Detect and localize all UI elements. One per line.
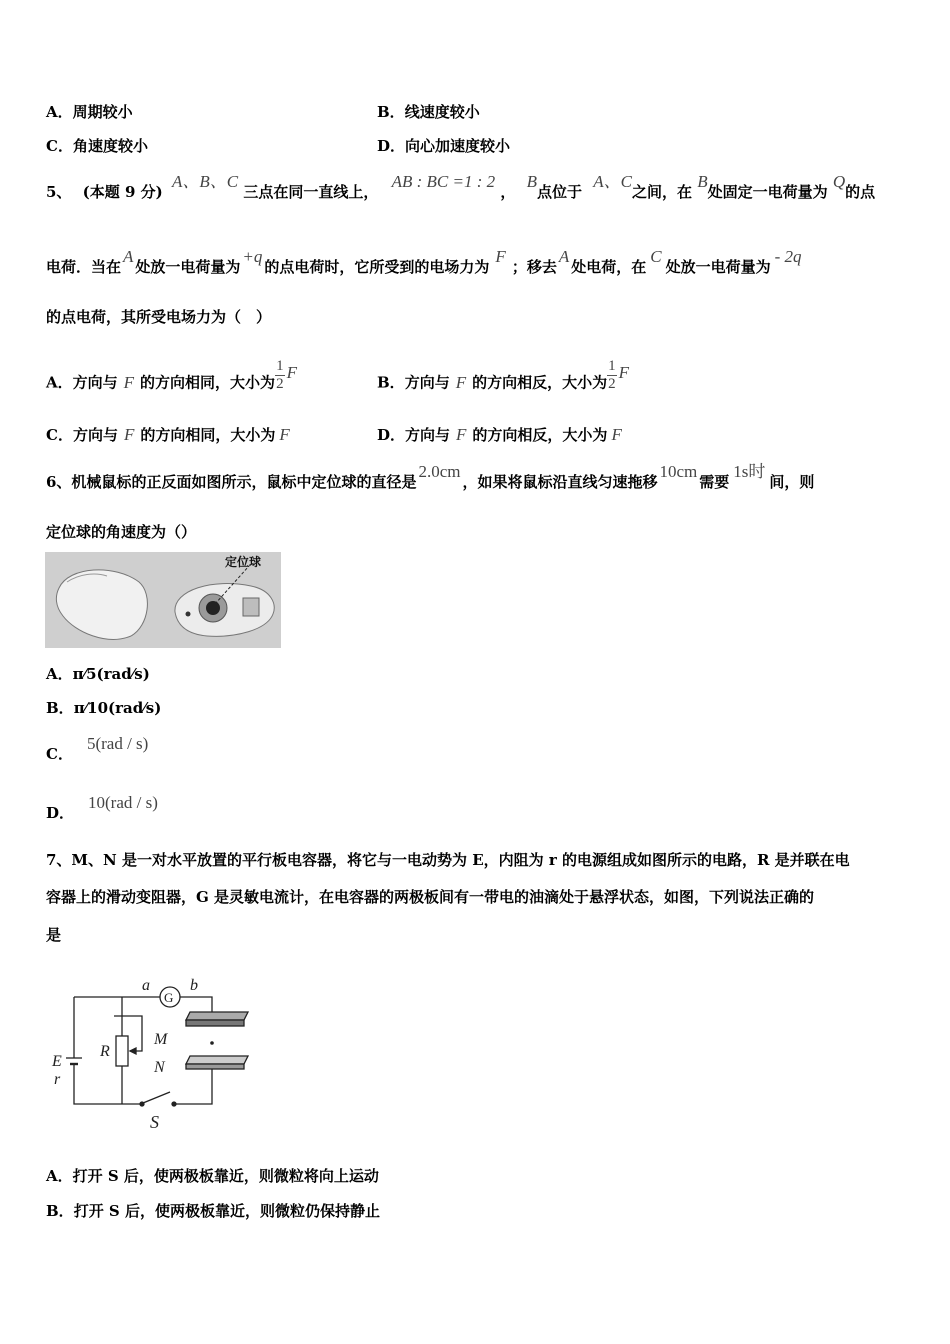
node-b-label: b (190, 977, 198, 994)
mouse-photo (45, 552, 281, 648)
q5-line-1: 5、 (本题 9 分) A、B、C 三点在同一直线上， AB : BC =1 : 2 ， B点位于 A、C之间，在 B处固定一电荷量为 Q的点 (46, 172, 876, 201)
q6-line-2: 定位球的角速度为（） (46, 523, 197, 541)
plate-n-label: N (154, 1059, 165, 1076)
resistor-r-label: R (100, 1043, 110, 1060)
q5-option-a: A．方向与 F 的方向相同，大小为 $\frac{1}{2}$ F (46, 358, 297, 392)
internal-r-label: r (54, 1071, 61, 1088)
q7-line-2: 容器上的滑动变阻器，G 是灵敏电流计，在电容器的两极板间有一带电的油滴处于悬浮状态，如图，下列说法正确的 (46, 888, 815, 906)
option-d-prev: D．向心加速度较小 (377, 137, 511, 155)
q7-line-3: 是 (46, 926, 62, 944)
q6-option-c: C．5(rad / s) (46, 734, 149, 763)
q6-line-1: 6、机械鼠标的正反面如图所示，鼠标中定位球的直径是2.0cm，如果将鼠标沿直线匀速拖移10cm需要1s时间，则 (46, 462, 815, 491)
q7-line-1: 7、M、N 是一对水平放置的平行板电容器，将它与一电动势为 E，内阻为 r 的电源组成如图所示的电路，R 是并联在电 (46, 851, 850, 869)
q5-option-c: C．方向与 F 的方向相同，大小为 F (46, 425, 290, 444)
fraction-half: $\frac{1}{2}$ (276, 358, 284, 392)
plate-m-label: M (154, 1031, 168, 1048)
option-c-prev: C．角速度较小 (46, 137, 148, 155)
fraction-half: $\frac{1}{2}$ (608, 358, 616, 392)
q6-option-b: B．π⁄10(rad⁄s) (46, 699, 162, 717)
node-a-label: a (142, 977, 150, 994)
q5-line-3: 的点电荷，其所受电场力为（ ） (46, 308, 272, 326)
q7-option-b: B．打开 S 后，使两极板靠近，则微粒仍保持静止 (46, 1202, 380, 1220)
option-b-prev: B．线速度较小 (377, 103, 480, 121)
q7-option-a: A．打开 S 后，使两极板靠近，则微粒将向上运动 (46, 1167, 379, 1185)
q5-line-2: 电荷．当在A处放一电荷量为+q的点电荷时，它所受到的电场力为F；移去A处电荷，在C处放一电荷量为- 2q (46, 247, 802, 276)
galvanometer-label: G (164, 990, 174, 1005)
mouse-illustration (45, 552, 281, 648)
q5-option-d: D．方向与 F 的方向相反，大小为 F (377, 425, 622, 444)
switch-s-label: S (150, 1112, 159, 1132)
emf-e-label: E (52, 1053, 62, 1070)
q5-option-b: B．方向与 F 的方向相反，大小为 $\frac{1}{2}$ F (377, 358, 629, 392)
circuit-diagram (46, 972, 256, 1134)
option-a-prev: A．周期较小 (46, 103, 133, 121)
q6-option-a: A．π⁄5(rad⁄s) (46, 665, 150, 683)
q6-option-d: D．10(rad / s) (46, 793, 158, 822)
photo-label-locator-ball: 定位球 (225, 555, 262, 569)
